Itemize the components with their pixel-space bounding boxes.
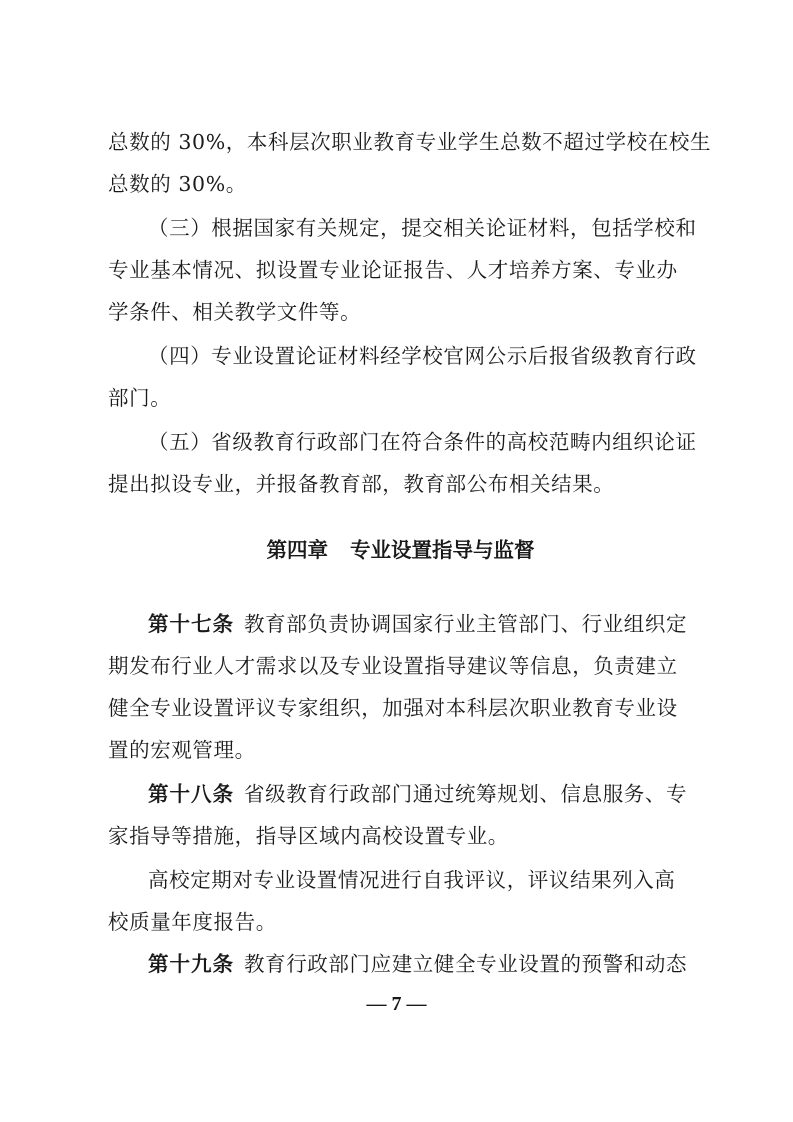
text-line: 总数的 30%。 — [108, 172, 247, 196]
article-18-label: 第十八条 — [148, 782, 234, 806]
text-line: 期发布行业人才需求以及专业设置指导建议等信息，负责建立 — [108, 654, 678, 678]
article-17-label: 第十七条 — [148, 612, 234, 636]
article-19-label: 第十九条 — [148, 952, 234, 976]
article-19-text: 教育行政部门应建立健全专业设置的预警和动态 — [244, 952, 688, 976]
chapter-title: 专业设置指导与监督 — [350, 538, 535, 562]
article-18-text: 省级教育行政部门通过统筹规划、信息服务、专 — [244, 782, 688, 806]
text-line: 部门。 — [108, 386, 172, 410]
text-line: （四）专业设置论证材料经学校官网公示后报省级教育行政 — [148, 344, 697, 368]
text-line: 学条件、相关教学文件等。 — [108, 300, 362, 324]
text-line: 高校定期对专业设置情况进行自我评议，评议结果列入高 — [148, 868, 676, 892]
chapter-heading — [108, 540, 693, 561]
text-line: （三）根据国家有关规定，提交相关论证材料，包括学校和 — [148, 216, 697, 240]
text-line: （五）省级教育行政部门在符合条件的高校范畴内组织论证 — [148, 430, 697, 454]
text-line: 总数的 30%，本科层次职业教育专业学生总数不超过学校在校生 — [108, 130, 712, 154]
text-line: 校质量年度报告。 — [108, 910, 277, 934]
text-line: 提出拟设专业，并报备教育部，教育部公布相关结果。 — [108, 472, 615, 496]
text-line: 置的宏观管理。 — [108, 738, 256, 762]
article-17-line — [148, 614, 687, 635]
chapter-number: 第四章 — [266, 538, 328, 562]
text-line: 家指导等措施，指导区域内高校设置专业。 — [108, 824, 509, 848]
text-line: 健全专业设置评议专家组织，加强对本科层次职业教育专业设 — [108, 696, 678, 720]
text-line: 专业基本情况、拟设置专业论证报告、人才培养方案、专业办 — [108, 258, 678, 282]
article-19-line — [148, 954, 687, 975]
article-17-text: 教育部负责协调国家行业主管部门、行业组织定 — [244, 612, 688, 636]
page-number: — 7 — — [366, 993, 427, 1015]
article-18-line — [148, 784, 687, 805]
